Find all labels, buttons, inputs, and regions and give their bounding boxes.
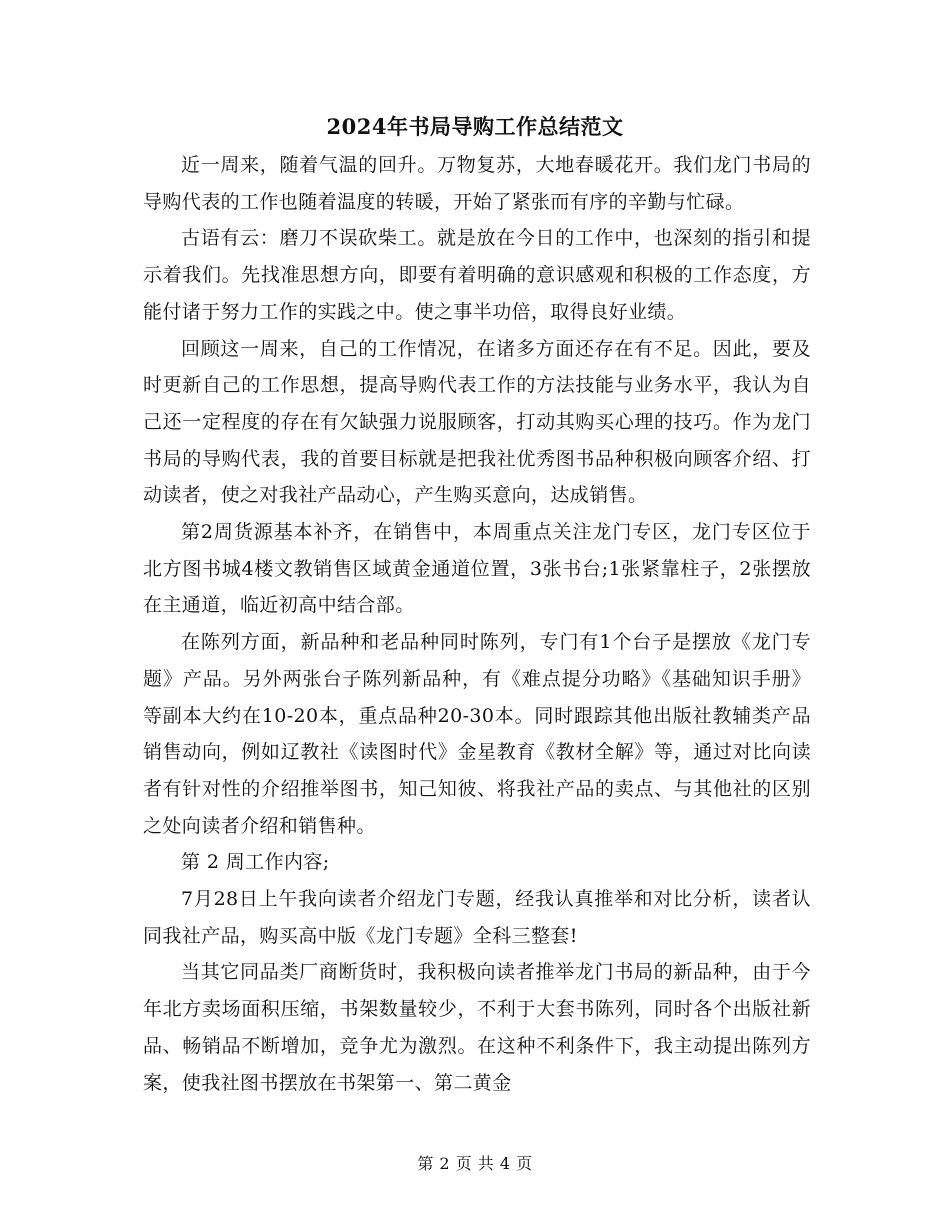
- paragraph: 7月28日上午我向读者介绍龙门专题，经我认真推举和对比分析，读者认同我社产品，购买高中版《龙门专题》全科三整套!: [143, 888, 811, 947]
- paragraph: 回顾这一周来，自己的工作情况，在诸多方面还存在有不足。因此，要及时更新自己的工作思想，提高导购代表工作的方法技能与业务水平，我认为自己还一定程度的存在有欠缺强力说服顾客，打动其购买心理的技巧。作为龙门书局的导购代表，我的首要目标就是把我社优秀图书品种积极向顾客介绍、打动读者，使之对我社产品动心，产生购买意向，达成销售。: [143, 337, 811, 507]
- document-title: 2024年书局导购工作总结范文: [326, 114, 624, 139]
- document-body: [143, 147, 811, 1101]
- paragraph: 第2周货源基本补齐，在销售中，本周重点关注龙门专区，龙门专区位于北方图书城4楼文教销售区域黄金通道位置，3张书台;1张紧靠柱子，2张摆放在主通道，临近初高中结合部。: [143, 521, 811, 617]
- paragraph: 第 2 周工作内容;: [181, 851, 330, 874]
- paragraph: 近一周来，随着气温的回升。万物复苏，大地春暖花开。我们龙门书局的导购代表的工作也随着温度的转暖，开始了紧张而有序的辛勤与忙碌。: [143, 154, 811, 213]
- paragraph: 古语有云：磨刀不误砍柴工。就是放在今日的工作中，也深刻的指引和提示着我们。先找准思想方向，即要有着明确的意识感观和积极的工作态度，方能付诸于努力工作的实践之中。使之事半功倍，取得良好业绩。: [143, 227, 811, 323]
- paragraph: 当其它同品类厂商断货时，我积极向读者推举龙门书局的新品种，由于今年北方卖场面积压缩，书架数量较少，不利于大套书陈列，同时各个出版社新品、畅销品不断增加，竞争尤为激烈。在这种不利条件下，我主动提出陈列方案，使我社图书摆放在书架第一、第二黄金: [143, 961, 811, 1094]
- page-footer: 第 2 页 共 4 页: [417, 1154, 533, 1173]
- paragraph: 在陈列方面，新品种和老品种同时陈列，专门有1个台子是摆放《龙门专题》产品。另外两张台子陈列新品种，有《难点提分功略》《基础知识手册》等副本大约在10-20本，重点品种20-30本。同时跟踪其他出版社教辅类产品销售动向，例如辽教社《读图时代》金星教育《教材全解》等，通过对比向读者有针对性的介绍推举图书，知己知彼、将我社产品的卖点、与其他社的区别之处向读者介绍和销售种。: [143, 631, 811, 837]
